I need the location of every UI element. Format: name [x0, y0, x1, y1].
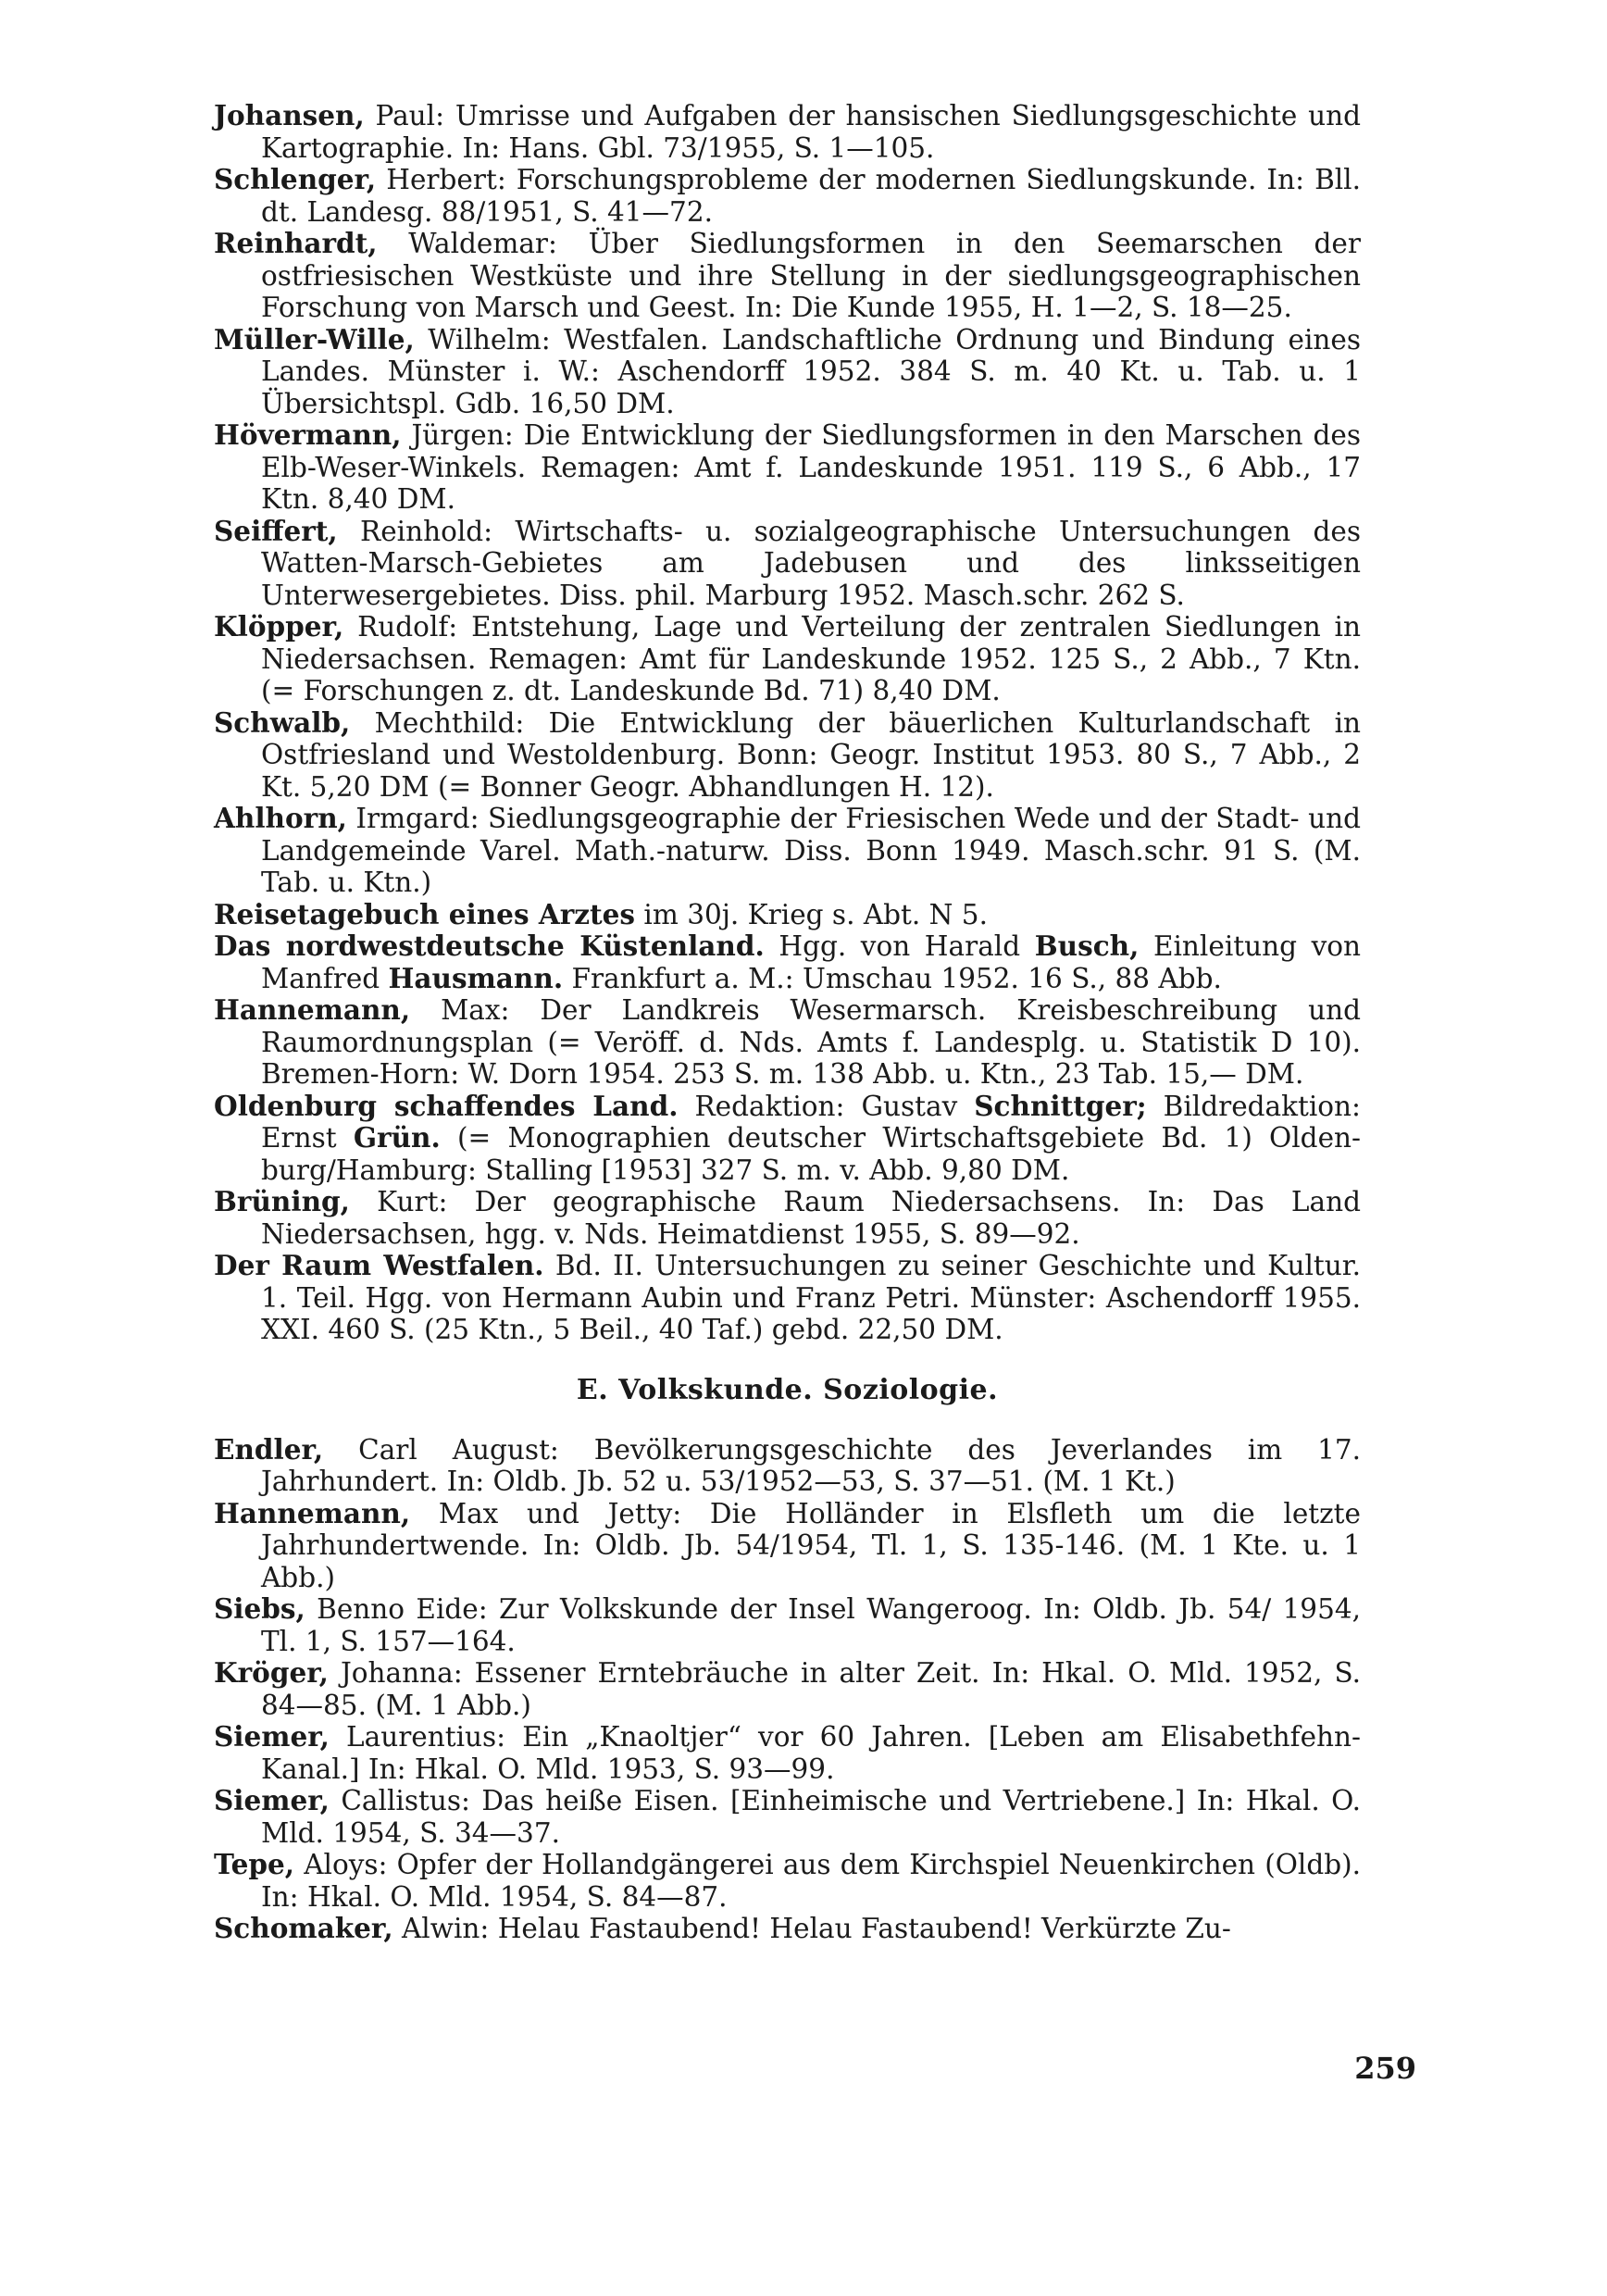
- entry-author: Siemer,: [214, 1784, 330, 1816]
- entry-author: Ahlhorn,: [214, 802, 347, 834]
- entry-text: Jürgen: Die Entwicklung der Siedlungsformen in den Marschen des Elb-Weser-Winkels. Remagen: Amt f. Landeskunde 1951. 119 S., 6 Abb., 17 Ktn. 8,40 DM.: [261, 419, 1361, 515]
- bibliography-entry: [214, 228, 1361, 324]
- entry-author: Hannemann,: [214, 1496, 411, 1529]
- bibliography-entry: [214, 324, 1361, 420]
- bibliography-entry: [214, 1498, 1361, 1594]
- entry-author: Seiffert,: [214, 514, 338, 547]
- entry-author: Tepe,: [214, 1848, 295, 1880]
- entry-author: Schwalb,: [214, 705, 351, 739]
- entry-text: Aloys: Opfer der Hollandgängerei aus dem Kirchspiel Neuenkirchen (Oldb). In: Hkal. O. Mld. 1954, S. 84—87.: [261, 1849, 1361, 1913]
- page-number: 259: [1354, 2051, 1416, 2086]
- entry-text: Johanna: Essener Erntebräuche in alter Zeit. In: Hkal. O. Mld. 1952, S. 84—85. (M. 1 Abb.): [261, 1657, 1361, 1721]
- entry-author: Der Raum Westfalen.: [214, 1249, 544, 1281]
- entry-text: Max: Der Landkreis Wesermarsch. Kreisbeschreibung und Raumordnungsplan (= Veröff. d. Nds. Amts f. Landesplg. u. Statistik D 10). Bremen-Horn: W. Dorn 1954. 253 S. m. 138 Abb. u. Ktn., 23 Tab. 15,— DM.: [261, 994, 1361, 1090]
- entry-text: Carl August: Bevölkerungsgeschichte des Jeverlandes im 17. Jahrhundert. In: Oldb. Jb. 52 u. 53/1952—53, S. 37—51. (M. 1 Kt.): [261, 1433, 1361, 1497]
- entry-text: Benno Eide: Zur Volkskunde der Insel Wangeroog. In: Oldb. Jb. 54/ 1954, Tl. 1, S. 157—164.: [261, 1593, 1361, 1657]
- entry-author: Siemer,: [214, 1720, 330, 1753]
- entry-author: Müller-Wille,: [214, 322, 415, 356]
- entry-author: Johansen,: [214, 99, 365, 131]
- entry-author: Brüning,: [214, 1185, 350, 1217]
- bibliography-entry-oldenburg: [214, 1091, 1361, 1187]
- entry-title: Oldenburg schaffendes Land.: [214, 1089, 679, 1122]
- entry-text: Bd. II. Untersuchungen zu seiner Geschichte und Kultur. 1. Teil. Hgg. von Hermann Aubin und Franz Petri. Münster: Aschendorff 1955. XXI. 460 S. (25 Ktn., 5 Beil., 40 Taf.) gebd. 22,50 DM.: [261, 1250, 1361, 1345]
- bibliography-entry: [214, 1785, 1361, 1849]
- entry-author: Hannemann,: [214, 993, 411, 1026]
- entry-text: Kurt: Der geographische Raum Niedersachsens. In: Das Land Niedersachsen, hgg. v. Nds. Heimatdienst 1955, S. 89—92.: [261, 1186, 1361, 1250]
- entry-text: Frankfurt a. M.: Umschau 1952. 16 S., 88 Abb.: [563, 962, 1222, 994]
- entry-text: Wilhelm: Westfalen. Landschaftliche Ordnung und Bindung eines Landes. Münster i. W.: Aschendorff 1952. 384 S. m. 40 Kt. u. Tab. u. 1 Übersichtspl. Gdb. 16,50 DM.: [261, 323, 1361, 419]
- entry-author: Endler,: [214, 1432, 324, 1466]
- bibliography-entry: [214, 1913, 1361, 1945]
- entry-text: Herbert: Forschungsprobleme der modernen Siedlungskunde. In: Bll. dt. Landesg. 88/1951, S. 41—72.: [261, 164, 1361, 228]
- entry-author: Reinhardt,: [214, 227, 378, 259]
- entry-author: Reisetagebuch eines Arztes: [214, 897, 636, 930]
- bibliography-entry: [214, 1657, 1361, 1721]
- bibliography-entry: [214, 994, 1361, 1091]
- entry-text: Reinhold: Wirtschafts- u. sozialgeographische Untersuchungen des Watten-Marsch-Gebietes am Jadebusen und des linksseitigen Unterwesergebietes. Diss. phil. Marburg 1952. Masch.schr. 262 S.: [261, 515, 1361, 611]
- entry-title: Das nordwestdeutsche Küstenland.: [214, 930, 765, 962]
- entry-text: Waldemar: Über Siedlungsformen in den Seemarschen der ostfriesischen Westküste und ihre Stellung in der siedlungsgeographischen Forschung von Marsch und Geest. In: Die Kunde 1955, H. 1—2, S. 18—25.: [261, 228, 1361, 323]
- entry-text: im 30j. Krieg s. Abt. N 5.: [635, 898, 988, 930]
- entry-text: Bildredaktion: Ernst: [261, 1090, 1361, 1154]
- bibliography-entry: [214, 1434, 1361, 1498]
- entry-text: Paul: Umrisse und Aufgaben der hansischen Siedlungsgeschichte und Kartographie. In: Hans. Gbl. 73/1955, S. 1—105.: [261, 100, 1361, 164]
- bibliography-entry: [214, 803, 1361, 899]
- bibliography-entry: [214, 100, 1361, 164]
- entry-text: Alwin: Helau Fastaubend! Helau Fastaubend! Verkürzte Zu-: [392, 1913, 1231, 1944]
- entry-bold-name: Schnittger;: [974, 1089, 1147, 1122]
- entry-text: Laurentius: Ein „Knaoltjer“ vor 60 Jahren. [Leben am Elisabethfehn-Kanal.] In: Hkal. O. Mld. 1953, S. 93—99.: [261, 1721, 1361, 1785]
- entry-text: Einleitung von Manfred: [261, 930, 1361, 994]
- bibliography-entry-nordwest: [214, 930, 1361, 994]
- bibliography-entry: [214, 164, 1361, 228]
- bibliography-column: [214, 100, 1361, 1945]
- bibliography-entry: [214, 1186, 1361, 1250]
- entry-text: (= Monographien deutscher Wirtschaftsgebiete Bd. 1) Oldenburg/Hamburg: Stalling [1953] 327 S. m. v. Abb. 9,80 DM.: [261, 1122, 1361, 1186]
- entry-text: Max und Jetty: Die Holländer in Elsfleth um die letzte Jahrhundertwende. In: Oldb. Jb. 54/1954, Tl. 1, S. 135-146. (M. 1 Kte. u. 1 Abb.): [261, 1497, 1361, 1593]
- bibliography-entry: [214, 1250, 1361, 1346]
- bibliography-entry: [214, 419, 1361, 516]
- entry-bold-name: Busch,: [1034, 930, 1140, 962]
- entry-author: Klöpper,: [214, 610, 344, 643]
- entry-author: Kröger,: [214, 1656, 329, 1689]
- entry-author: Schlenger,: [214, 163, 377, 195]
- bibliography-entry: [214, 1849, 1361, 1913]
- entry-text: Hgg. von Harald: [764, 930, 1035, 962]
- entry-text: Redaktion: Gustav: [678, 1090, 975, 1122]
- entry-bold-name: Grün.: [353, 1121, 441, 1154]
- entry-text: Mechthild: Die Entwicklung der bäuerlichen Kulturlandschaft in Ostfriesland und Westoldenburg. Bonn: Geogr. Institut 1953. 80 S., 7 Abb., 2 Kt. 5,20 DM (= Bonner Geogr. Abhandlungen H. 12).: [261, 706, 1361, 803]
- bibliography-entry: [214, 1721, 1361, 1785]
- entry-text: Callistus: Das heiße Eisen. [Einheimische und Vertriebene.] In: Hkal. O. Mld. 1954, S. 34—37.: [261, 1785, 1361, 1849]
- bibliography-entry: [214, 899, 1361, 931]
- entry-author: Schomaker,: [214, 1912, 393, 1944]
- entry-text: Rudolf: Entstehung, Lage und Verteilung der zentralen Siedlungen in Niedersachsen. Remagen: Amt für Landeskunde 1952. 125 S., 2 Abb., 7 Ktn. (= Forschungen z. dt. Landeskunde Bd. 71) 8,40 DM.: [261, 611, 1361, 706]
- bibliography-entry: [214, 516, 1361, 612]
- bibliography-entry: [214, 611, 1361, 707]
- section-heading: E. Volkskunde. Soziologie.: [576, 1373, 999, 1406]
- bibliography-entry: [214, 1593, 1361, 1657]
- entry-bold-name: Hausmann.: [388, 961, 564, 994]
- entry-author: Hövermann,: [214, 418, 402, 451]
- entry-author: Siebs,: [214, 1592, 305, 1625]
- entry-text: Irmgard: Siedlungsgeographie der Friesischen Wede und der Stadt- und Landgemeinde Varel. Math.-naturw. Diss. Bonn 1949. Masch.schr. 91 S. (M. Tab. u. Ktn.): [261, 803, 1361, 898]
- bibliography-entry: [214, 707, 1361, 804]
